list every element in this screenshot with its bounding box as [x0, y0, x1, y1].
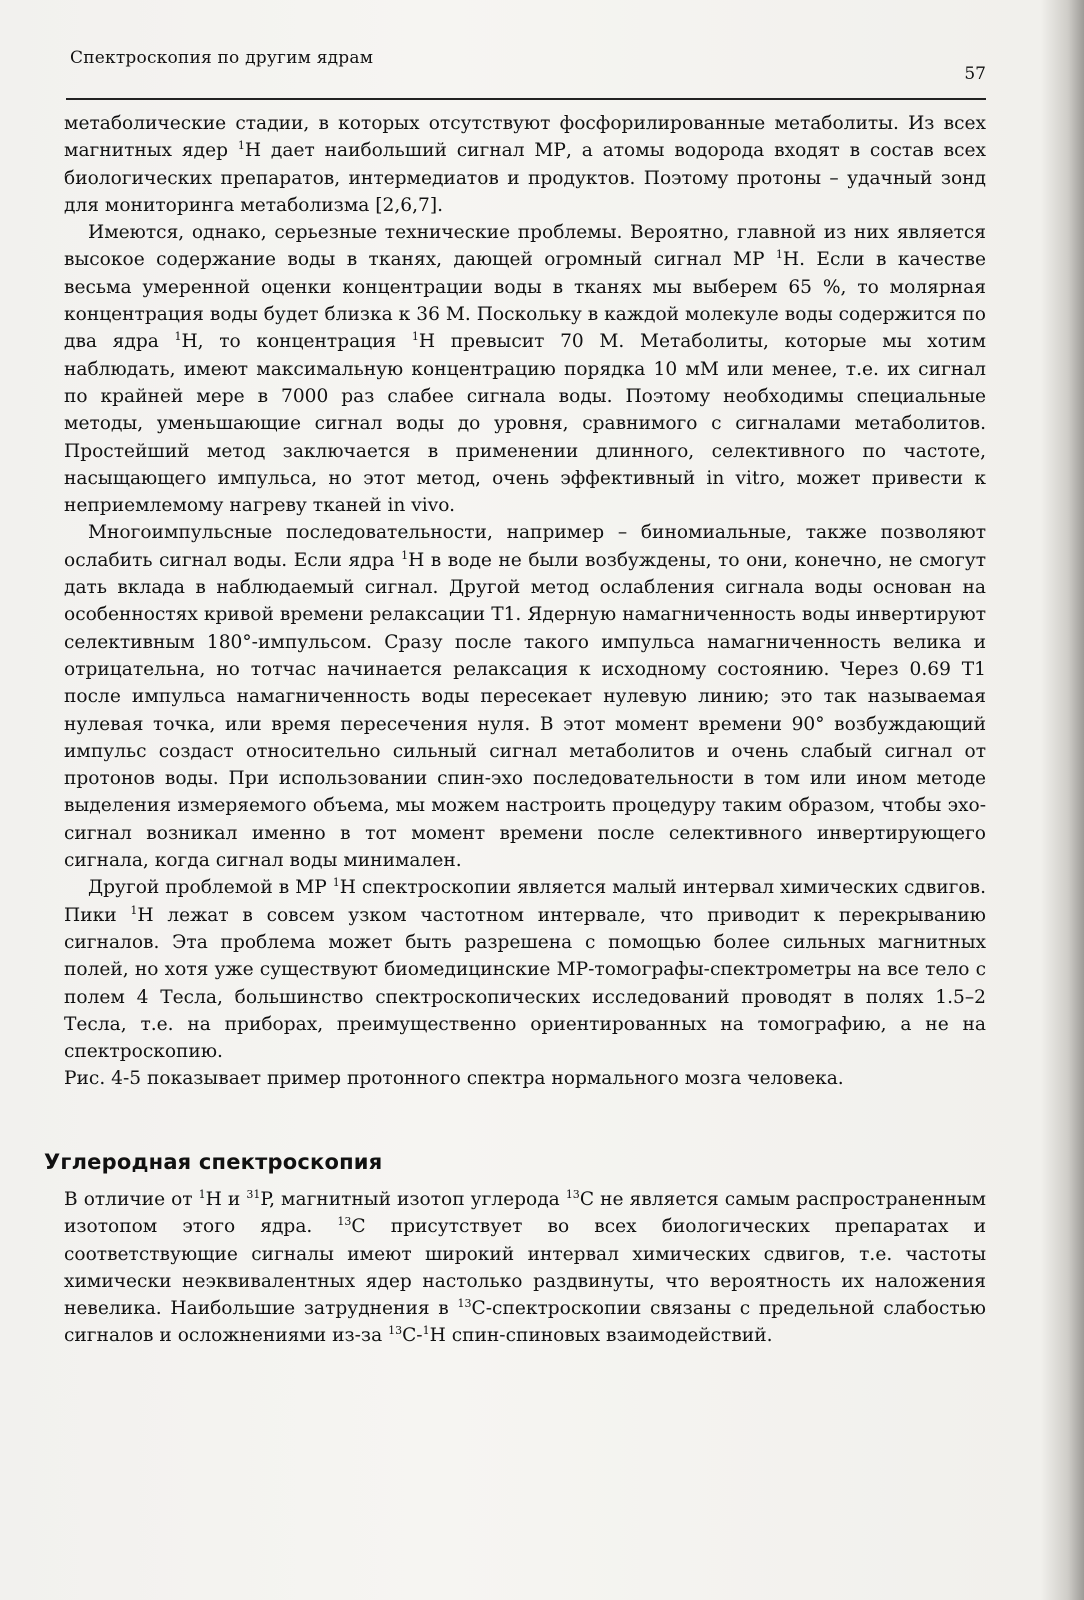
main-text	[44, 110, 986, 1350]
page-number: 57	[964, 64, 986, 84]
page-header	[66, 46, 986, 100]
section-paragraph: В отличие от $^1$H и $^{31}$P, магнитный изотоп углерода $^{13}$C не является самым распространенным изотопом этого ядра. $^{13}$C присутствует во всех биологических препаратах и соответствующие сигналы имеют широкий интервал химических сдвигов, т.е. частоты химически неэквивалентных ядер настолько раздвинуты, что вероятность их наложения невелика. Наибольшие затруднения в $^{13}$C-спектроскопии связаны с предельной слабостью сигналов и осложнениями из-за $^{13}$C-$^1$H спин-спиновых взаимодействий.	[64, 1187, 986, 1347]
paragraph: Многоимпульсные последовательности, например – биномиальные, также позволяют ослабить сигнал воды. Если ядра $^1$H в воде не были возбуждены, то они, конечно, не смогут дать вклада в наблюдаемый сигнал. Другой метод ослабления сигнала воды основан на особенностях кривой времени релаксации T1. Ядерную намагниченность воды инвертируют селективным 180°-импульсом. Сразу после такого импульса намагниченность велика и отрицательна, но тотчас начинается релаксация к исходному состоянию. Через 0.69 T1 после импульса намагниченность воды пересекает нулевую линию; это так называемая нулевая точка, или время пересечения нуля. В этот момент времени 90° возбуждающий импульс создаст относительно сильный сигнал метаболитов и очень слабый сигнал от протонов воды. При использовании спин-эхо последовательности в том или ином методе выделения измеряемого объема, мы можем настроить процедуру таким образом, чтобы эхо-сигнал возникал именно в тот момент времени после селективного инвертирующего сигнала, когда сигнал воды минимален.	[64, 522, 986, 872]
running-title: Спектроскопия по другим ядрам	[70, 48, 374, 68]
paragraph: Рис. 4-5 показывает пример протонного спектра нормального мозга человека.	[64, 1068, 844, 1090]
section-heading: Углеродная спектроскопия	[44, 1149, 383, 1174]
paragraph: Имеются, однако, серьезные технические проблемы. Вероятно, главной из них является высокое содержание воды в тканях, дающей огромный сигнал МР $^1$H. Если в качестве весьма умеренной оценки концентрации воды в тканях мы выберем 65 %, то молярная концентрация воды будет близка к 36 М. Поскольку в каждой молекуле воды содержится по два ядра $^1$H, то концентрация $^1$H превысит 70 М. Метаболиты, которые мы хотим наблюдать, имеют максимальную концентрацию порядка 10 мМ или менее, т.е. их сигнал по крайней мере в 7000 раз слабее сигнала воды. Поэтому необходимы специальные методы, уменьшающие сигнал воды до уровня, сравнимого с сигналами метаболитов. Простейший метод заключается в применении длинного, селективного по частоте, насыщающего импульса, но этот метод, очень эффективный in vitro, может привести к неприемлемому нагреву тканей in vivo.	[64, 222, 986, 517]
paragraph: Другой проблемой в МР $^1$H спектроскопии является малый интервал химических сдвигов. Пики $^1$H лежат в совсем узком частотном интервале, что приводит к перекрыванию сигналов. Эта проблема может быть разрешена с помощью более сильных магнитных полей, но хотя уже существуют биомедицинские МР-томографы-спектрометры на все тело с полем 4 Тесла, большинство спектроскопических исследований проводят в полях 1.5–2 Тесла, т.е. на приборах, преимущественно ориентированных на томографию, а не на спектроскопию.	[64, 876, 986, 1063]
paragraph: метаболические стадии, в которых отсутствуют фосфорилированные метаболиты. Из всех магнитных ядер $^1$H дает наибольший сигнал МР, а атомы водорода входят в состав всех биологических препаратов, интермедиатов и продуктов. Поэтому протоны – удачный зонд для мониторинга метаболизма [2,6,7].	[64, 113, 986, 216]
